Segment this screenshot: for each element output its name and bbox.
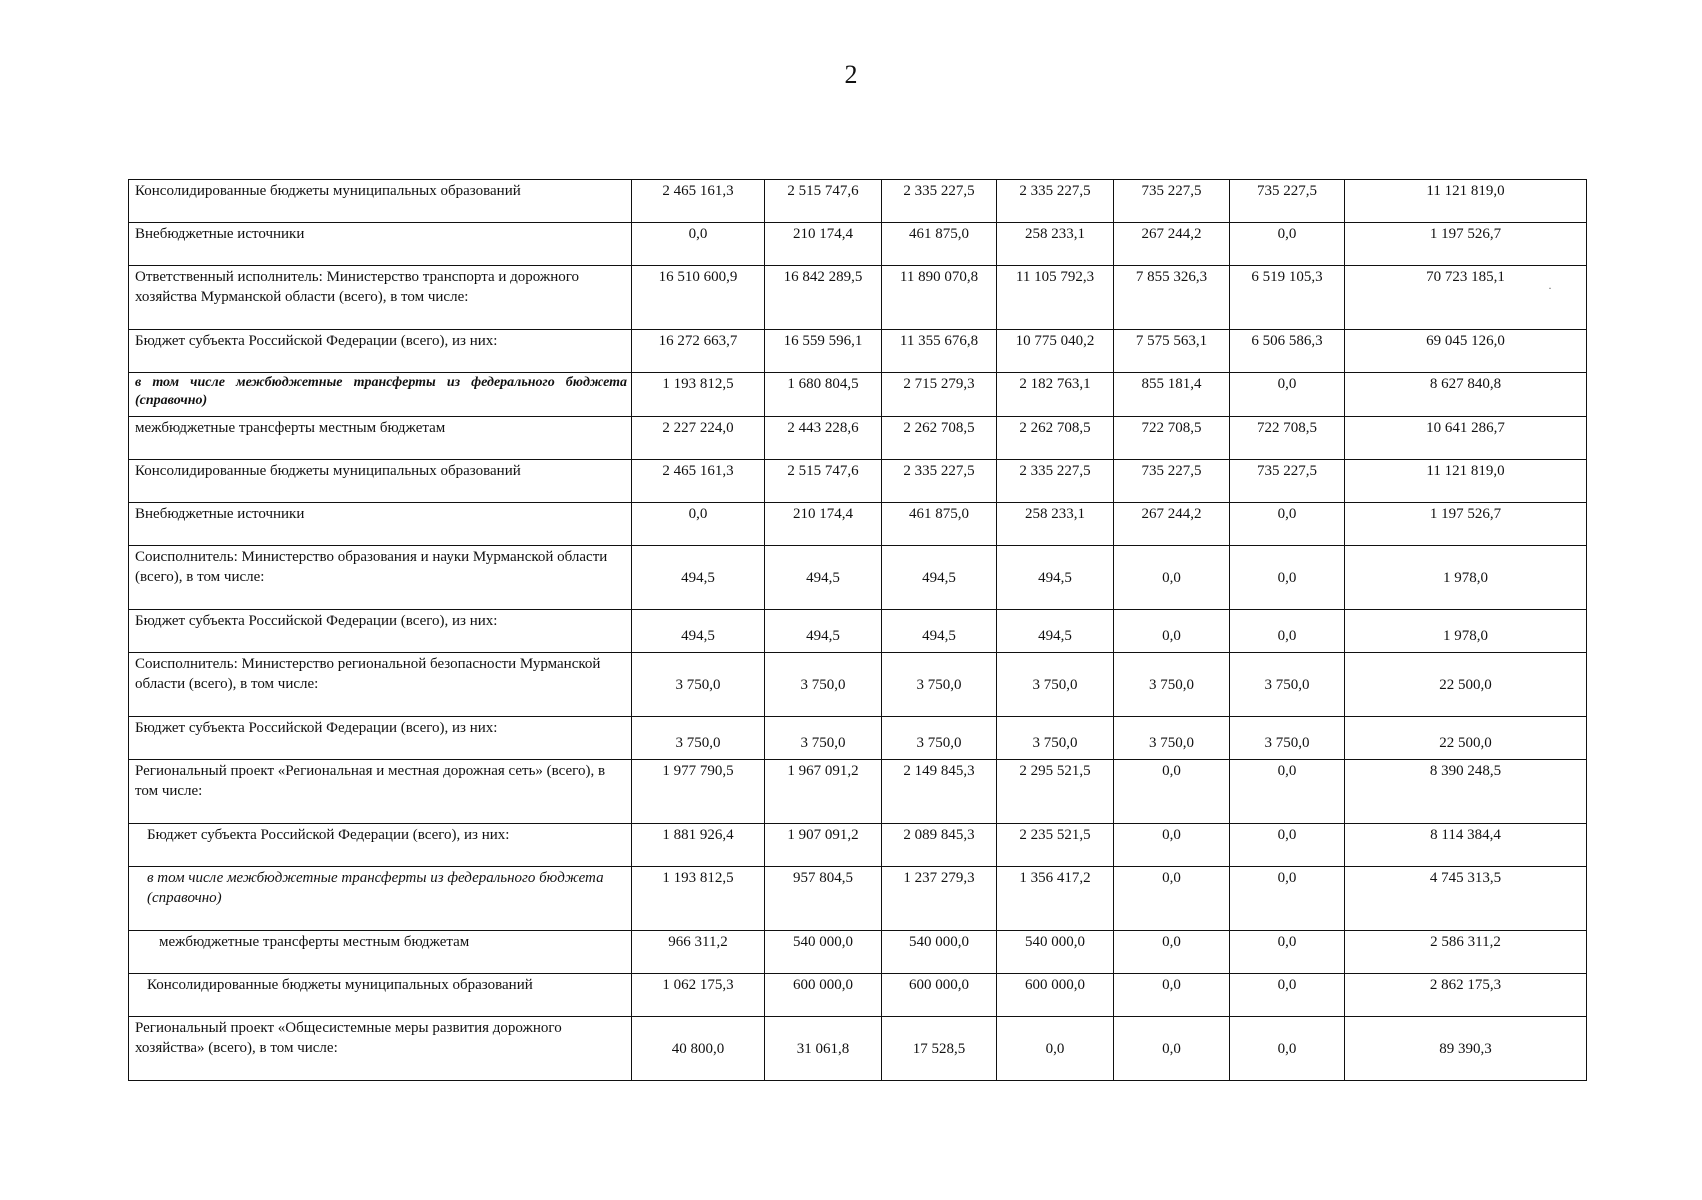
table-row: [129, 760, 1587, 824]
row-label: Региональный проект «Региональная и местная дорожная сеть» (всего), в том числе:: [129, 760, 632, 824]
stray-mark: ·: [1548, 281, 1552, 295]
total-cell: 2 586 311,2: [1345, 931, 1587, 974]
value-cell: 16 842 289,5: [765, 266, 882, 330]
row-label: Региональный проект «Общесистемные меры развития дорожного хозяйства» (всего), в том числе:: [129, 1017, 632, 1081]
value-cell: 7 855 326,3: [1114, 266, 1230, 330]
value-cell: 0,0: [1114, 824, 1230, 867]
table-row: [129, 653, 1587, 717]
value-cell: 1 977 790,5: [632, 760, 765, 824]
total-cell: 11 121 819,0: [1345, 180, 1587, 223]
value-cell: 2 149 845,3: [882, 760, 997, 824]
value-cell: 540 000,0: [997, 931, 1114, 974]
value-cell: 600 000,0: [882, 974, 997, 1017]
budget-table: [128, 179, 1587, 1081]
value-cell: 258 233,1: [997, 503, 1114, 546]
row-label: Бюджет субъекта Российской Федерации (всего), из них:: [129, 717, 632, 760]
row-label: Соисполнитель: Министерство образования и науки Мурманской области (всего), в том числе:: [129, 546, 632, 610]
value-cell: 600 000,0: [997, 974, 1114, 1017]
value-cell: 2 295 521,5: [997, 760, 1114, 824]
total-cell: 8 114 384,4: [1345, 824, 1587, 867]
value-cell: 2 235 521,5: [997, 824, 1114, 867]
value-cell: 3 750,0: [997, 717, 1114, 760]
value-cell: 11 105 792,3: [997, 266, 1114, 330]
value-cell: 735 227,5: [1114, 460, 1230, 503]
row-label: Внебюджетные источники: [129, 223, 632, 266]
table-row: [129, 266, 1587, 330]
table-row: [129, 460, 1587, 503]
value-cell: 0,0: [1114, 546, 1230, 610]
value-cell: 2 465 161,3: [632, 460, 765, 503]
row-label: Консолидированные бюджеты муниципальных образований: [129, 460, 632, 503]
value-cell: 494,5: [997, 610, 1114, 653]
table-row: [129, 974, 1587, 1017]
value-cell: 722 708,5: [1230, 417, 1345, 460]
value-cell: 1 237 279,3: [882, 867, 997, 931]
table-row: [129, 503, 1587, 546]
value-cell: 461 875,0: [882, 503, 997, 546]
value-cell: 2 227 224,0: [632, 417, 765, 460]
value-cell: 0,0: [1114, 931, 1230, 974]
value-cell: 6 519 105,3: [1230, 266, 1345, 330]
total-cell: 11 121 819,0: [1345, 460, 1587, 503]
value-cell: 3 750,0: [997, 653, 1114, 717]
row-label: в том числе межбюджетные трансферты из федерального бюджета (справочно): [129, 373, 632, 417]
value-cell: 540 000,0: [765, 931, 882, 974]
total-cell: 4 745 313,5: [1345, 867, 1587, 931]
value-cell: 494,5: [765, 610, 882, 653]
value-cell: 40 800,0: [632, 1017, 765, 1081]
value-cell: 210 174,4: [765, 503, 882, 546]
row-label: Бюджет субъекта Российской Федерации (всего), из них:: [129, 610, 632, 653]
value-cell: 957 804,5: [765, 867, 882, 931]
value-cell: 494,5: [997, 546, 1114, 610]
value-cell: 600 000,0: [765, 974, 882, 1017]
value-cell: 3 750,0: [765, 653, 882, 717]
total-cell: 89 390,3: [1345, 1017, 1587, 1081]
value-cell: 3 750,0: [632, 717, 765, 760]
value-cell: 0,0: [1230, 760, 1345, 824]
value-cell: 3 750,0: [882, 717, 997, 760]
value-cell: 2 262 708,5: [882, 417, 997, 460]
page-number: 2: [844, 60, 858, 89]
value-cell: 3 750,0: [765, 717, 882, 760]
total-cell: 1 978,0: [1345, 610, 1587, 653]
row-label: Внебюджетные источники: [129, 503, 632, 546]
value-cell: 0,0: [1230, 223, 1345, 266]
table-row: [129, 180, 1587, 223]
value-cell: 1 680 804,5: [765, 373, 882, 417]
value-cell: 31 061,8: [765, 1017, 882, 1081]
value-cell: 1 881 926,4: [632, 824, 765, 867]
value-cell: 0,0: [1114, 1017, 1230, 1081]
total-cell: 8 627 840,8: [1345, 373, 1587, 417]
table-row: [129, 1017, 1587, 1081]
total-cell: 1 197 526,7: [1345, 223, 1587, 266]
value-cell: 3 750,0: [1114, 717, 1230, 760]
total-cell: 69 045 126,0: [1345, 330, 1587, 373]
value-cell: 10 775 040,2: [997, 330, 1114, 373]
row-label: Соисполнитель: Министерство региональной безопасности Мурманской области (всего), в том числе:: [129, 653, 632, 717]
value-cell: 0,0: [1230, 373, 1345, 417]
row-label: Консолидированные бюджеты муниципальных образований: [129, 180, 632, 223]
value-cell: 11 355 676,8: [882, 330, 997, 373]
total-cell: 70 723 185,1: [1345, 266, 1587, 330]
value-cell: 735 227,5: [1230, 180, 1345, 223]
total-cell: 1 978,0: [1345, 546, 1587, 610]
value-cell: 16 510 600,9: [632, 266, 765, 330]
value-cell: 2 335 227,5: [882, 180, 997, 223]
value-cell: 0,0: [632, 503, 765, 546]
value-cell: 2 715 279,3: [882, 373, 997, 417]
value-cell: 855 181,4: [1114, 373, 1230, 417]
value-cell: 494,5: [632, 610, 765, 653]
value-cell: 494,5: [882, 546, 997, 610]
value-cell: 17 528,5: [882, 1017, 997, 1081]
value-cell: 0,0: [1114, 610, 1230, 653]
table-row: [129, 373, 1587, 417]
value-cell: 0,0: [1114, 867, 1230, 931]
table-row: [129, 417, 1587, 460]
value-cell: 0,0: [997, 1017, 1114, 1081]
value-cell: 2 262 708,5: [997, 417, 1114, 460]
row-label: Ответственный исполнитель: Министерство транспорта и дорожного хозяйства Мурманской области (всего), в том числе:: [129, 266, 632, 330]
value-cell: 0,0: [1230, 546, 1345, 610]
value-cell: 0,0: [1114, 760, 1230, 824]
value-cell: 3 750,0: [1230, 653, 1345, 717]
row-label: межбюджетные трансферты местным бюджетам: [129, 931, 632, 974]
value-cell: 1 193 812,5: [632, 867, 765, 931]
total-cell: 22 500,0: [1345, 717, 1587, 760]
value-cell: 0,0: [1230, 974, 1345, 1017]
table-row: [129, 931, 1587, 974]
value-cell: 540 000,0: [882, 931, 997, 974]
value-cell: 966 311,2: [632, 931, 765, 974]
value-cell: 3 750,0: [1230, 717, 1345, 760]
value-cell: 735 227,5: [1114, 180, 1230, 223]
value-cell: 1 356 417,2: [997, 867, 1114, 931]
table-row: [129, 223, 1587, 266]
value-cell: 16 559 596,1: [765, 330, 882, 373]
value-cell: 2 515 747,6: [765, 460, 882, 503]
value-cell: 2 443 228,6: [765, 417, 882, 460]
value-cell: 3 750,0: [1114, 653, 1230, 717]
value-cell: 3 750,0: [632, 653, 765, 717]
total-cell: 2 862 175,3: [1345, 974, 1587, 1017]
value-cell: 494,5: [882, 610, 997, 653]
value-cell: 3 750,0: [882, 653, 997, 717]
value-cell: 267 244,2: [1114, 503, 1230, 546]
row-label: Бюджет субъекта Российской Федерации (всего), из них:: [129, 330, 632, 373]
value-cell: 0,0: [1230, 931, 1345, 974]
value-cell: 267 244,2: [1114, 223, 1230, 266]
value-cell: 2 089 845,3: [882, 824, 997, 867]
value-cell: 735 227,5: [1230, 460, 1345, 503]
value-cell: 494,5: [632, 546, 765, 610]
value-cell: 722 708,5: [1114, 417, 1230, 460]
italic-label-text: в том числе межбюджетные трансферты из федерального бюджета (справочно): [147, 870, 604, 906]
value-cell: 1 967 091,2: [765, 760, 882, 824]
value-cell: 0,0: [1230, 867, 1345, 931]
value-cell: 0,0: [1114, 974, 1230, 1017]
value-cell: 461 875,0: [882, 223, 997, 266]
value-cell: 0,0: [1230, 824, 1345, 867]
value-cell: 258 233,1: [997, 223, 1114, 266]
value-cell: 16 272 663,7: [632, 330, 765, 373]
value-cell: 1 193 812,5: [632, 373, 765, 417]
value-cell: 2 515 747,6: [765, 180, 882, 223]
value-cell: 494,5: [765, 546, 882, 610]
value-cell: 6 506 586,3: [1230, 330, 1345, 373]
table-row: [129, 330, 1587, 373]
row-label: межбюджетные трансферты местным бюджетам: [129, 417, 632, 460]
value-cell: 11 890 070,8: [882, 266, 997, 330]
table-row: [129, 867, 1587, 931]
value-cell: 1 907 091,2: [765, 824, 882, 867]
total-cell: 1 197 526,7: [1345, 503, 1587, 546]
total-cell: 22 500,0: [1345, 653, 1587, 717]
value-cell: 2 335 227,5: [997, 460, 1114, 503]
row-label: Консолидированные бюджеты муниципальных образований: [129, 974, 632, 1017]
table-row: [129, 717, 1587, 760]
value-cell: 2 182 763,1: [997, 373, 1114, 417]
table-row: [129, 610, 1587, 653]
total-cell: 8 390 248,5: [1345, 760, 1587, 824]
row-label: Бюджет субъекта Российской Федерации (всего), из них:: [129, 824, 632, 867]
value-cell: 0,0: [1230, 1017, 1345, 1081]
value-cell: 0,0: [1230, 610, 1345, 653]
value-cell: 210 174,4: [765, 223, 882, 266]
table-row: [129, 824, 1587, 867]
value-cell: 2 335 227,5: [997, 180, 1114, 223]
row-label: [129, 867, 632, 931]
value-cell: 0,0: [1230, 503, 1345, 546]
value-cell: 2 335 227,5: [882, 460, 997, 503]
value-cell: 7 575 563,1: [1114, 330, 1230, 373]
value-cell: 2 465 161,3: [632, 180, 765, 223]
total-cell: 10 641 286,7: [1345, 417, 1587, 460]
table-row: [129, 546, 1587, 610]
value-cell: 0,0: [632, 223, 765, 266]
value-cell: 1 062 175,3: [632, 974, 765, 1017]
